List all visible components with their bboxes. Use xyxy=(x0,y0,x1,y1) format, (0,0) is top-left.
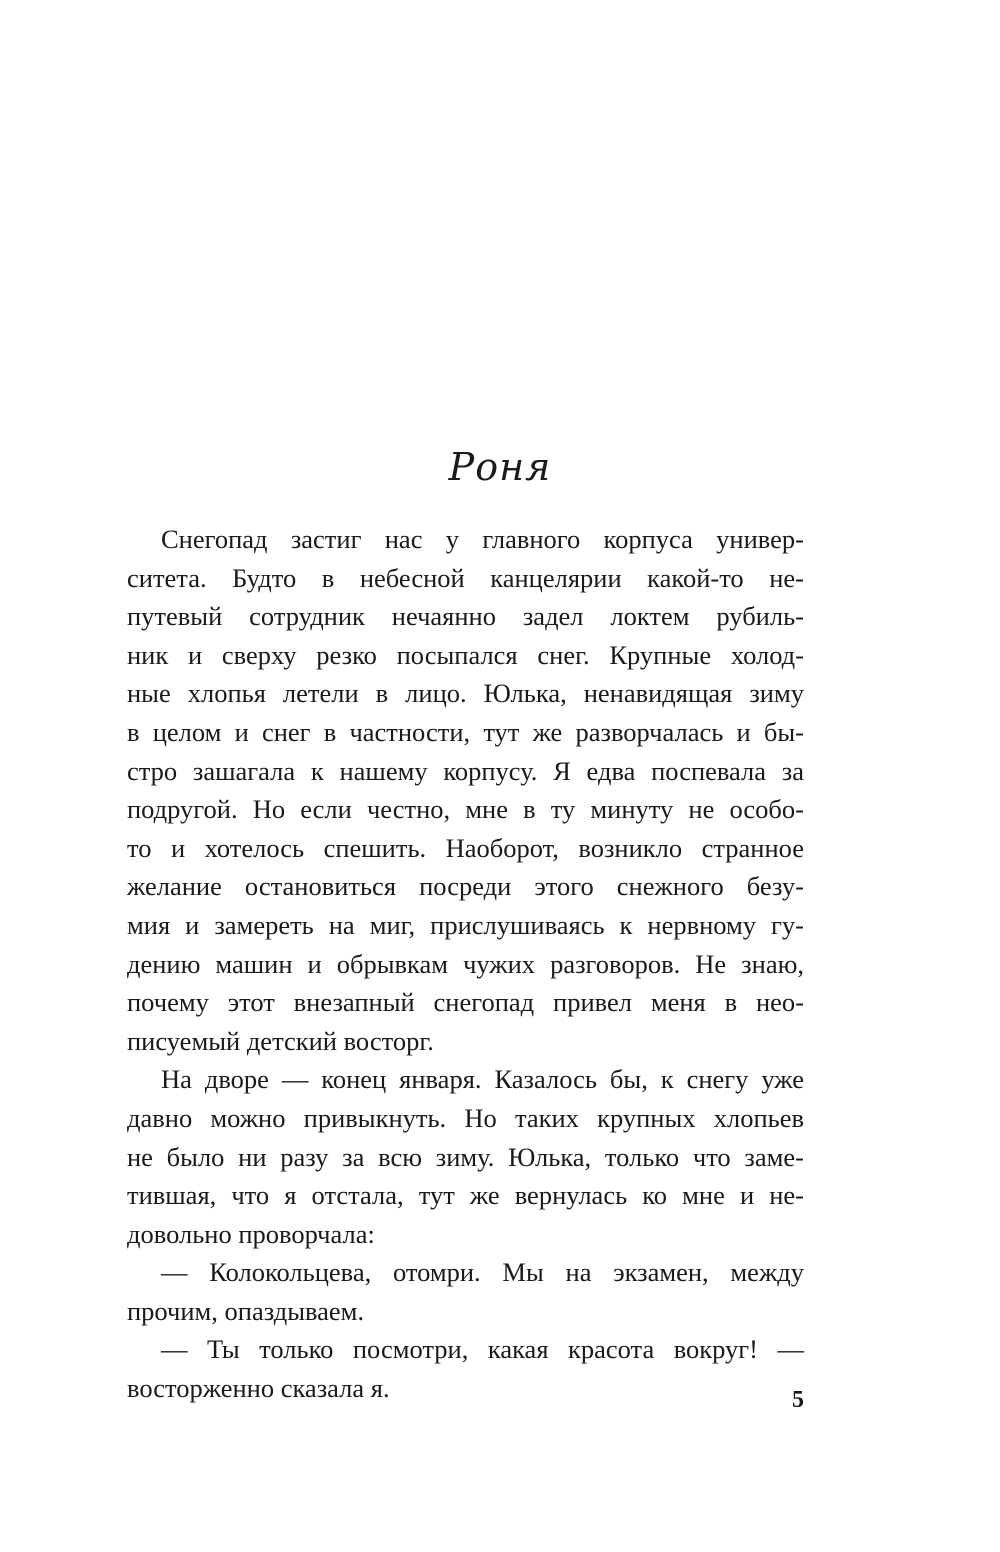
text-line: не было ни разу за всю зиму. Юлька, только что заме- xyxy=(127,1141,804,1172)
text-line: — Ты только посмотри, какая красота вокруг! — xyxy=(161,1334,804,1365)
text-line: тившая, что я отстала, тут же вернулась ко мне и не- xyxy=(127,1180,804,1211)
text-line: ситета. Будто в небесной канцелярии какой-то не- xyxy=(127,562,804,593)
paragraph xyxy=(127,520,804,1060)
paragraph xyxy=(127,1060,804,1253)
text-line: писуемый детский восторг. xyxy=(127,1025,434,1056)
chapter-title: Роня xyxy=(448,445,552,489)
text-line: то и хотелось спешить. Наоборот, возникло странное xyxy=(127,832,804,863)
text-line: На дворе — конец января. Казалось бы, к снегу уже xyxy=(161,1064,804,1095)
text-line: прочим, опаздываем. xyxy=(127,1295,365,1326)
text-line: мия и замереть на миг, прислушиваясь к нервному гу- xyxy=(127,909,804,940)
text-line: ник и сверху резко посыпался снег. Крупные холод- xyxy=(127,639,804,670)
page-number: 5 xyxy=(792,1387,804,1413)
text-line: — Колокольцева, отомри. Мы на экзамен, между xyxy=(161,1257,804,1288)
text-line: путевый сотрудник нечаянно задел локтем рубиль- xyxy=(127,601,804,632)
text-line: довольно проворчала: xyxy=(127,1218,375,1249)
text-line: Снегопад застиг нас у главного корпуса универ- xyxy=(161,524,804,554)
text-line: почему этот внезапный снегопад привел меня в нео- xyxy=(127,987,804,1018)
body-text xyxy=(127,520,804,1408)
dialogue-paragraph xyxy=(127,1330,804,1407)
text-line: дению машин и обрывкам чужих разговоров. Не знаю, xyxy=(127,948,804,979)
text-line: в целом и снег в частности, тут же разворчалась и бы- xyxy=(127,716,804,747)
dialogue-paragraph xyxy=(127,1253,804,1330)
text-line: ные хлопья летели в лицо. Юлька, ненавидящая зиму xyxy=(127,678,804,709)
text-line: стро зашагала к нашему корпусу. Я едва поспевала за xyxy=(127,755,804,786)
text-line: желание остановиться посреди этого снежного безу- xyxy=(127,871,804,902)
text-line: давно можно привыкнуть. Но таких крупных хлопьев xyxy=(127,1102,804,1133)
text-line: восторженно сказала я. xyxy=(127,1373,390,1404)
text-line: подругой. Но если честно, мне в ту минуту не особо- xyxy=(127,794,804,825)
